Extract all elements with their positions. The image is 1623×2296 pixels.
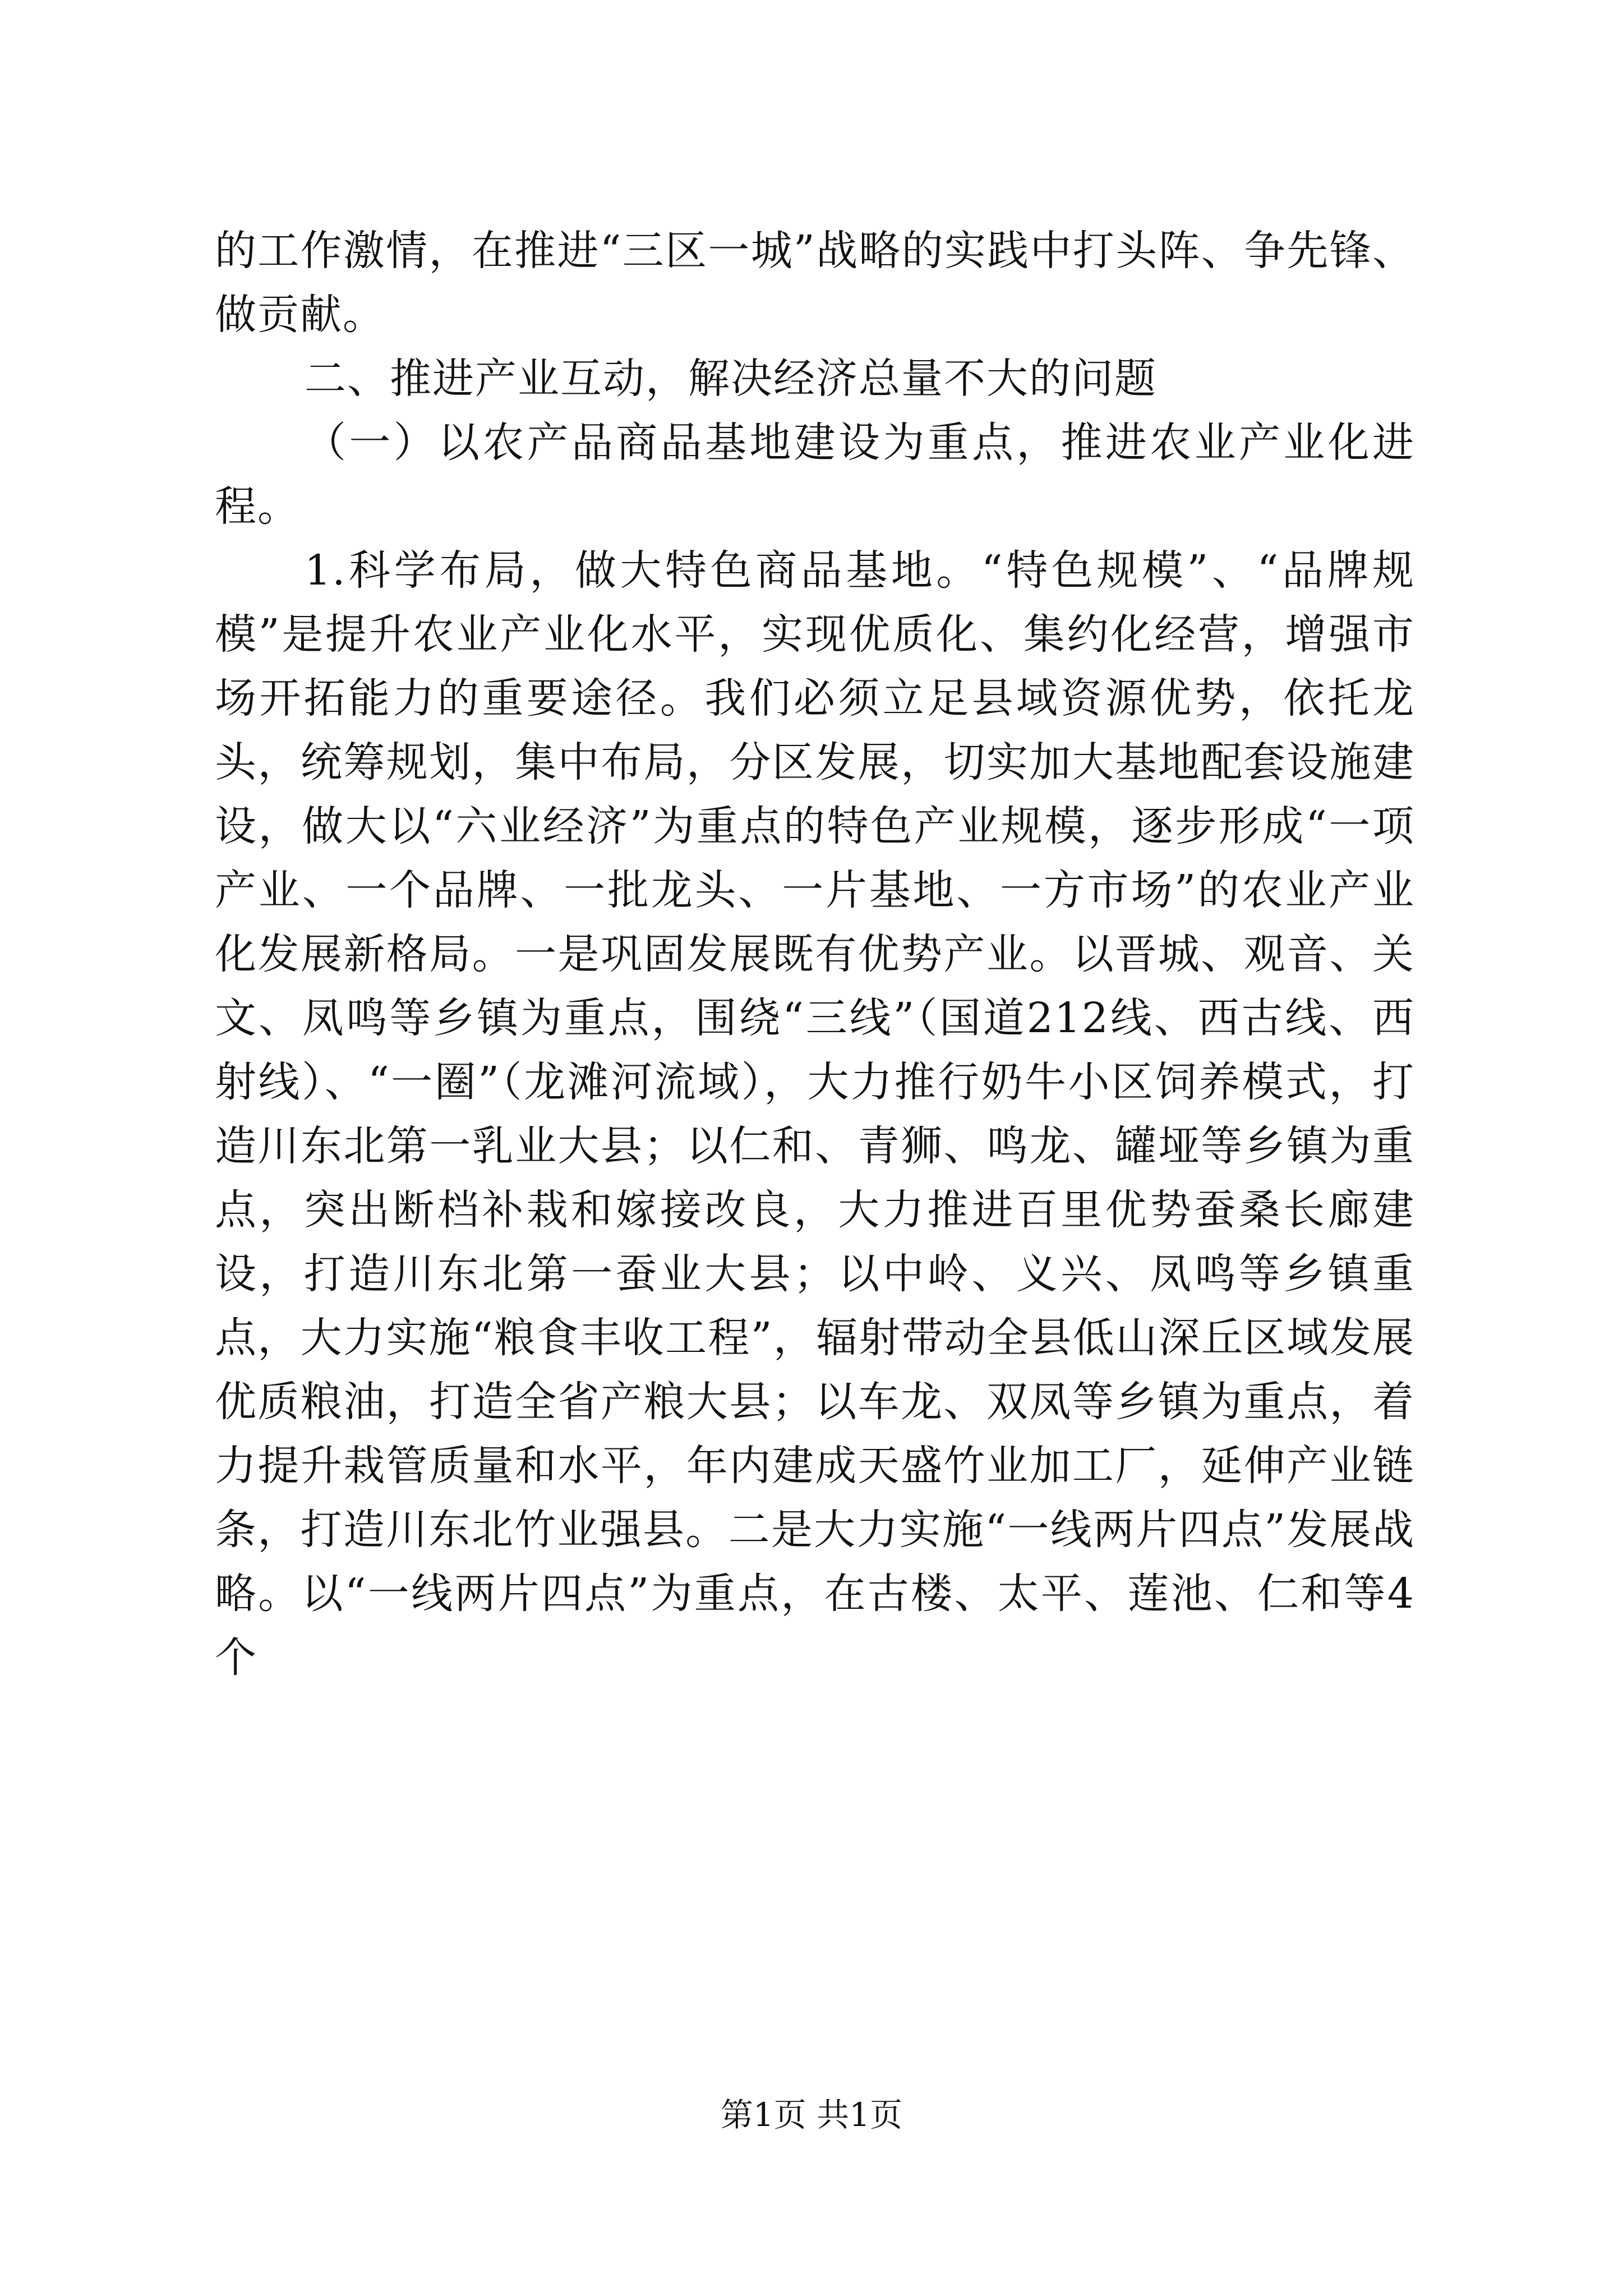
paragraph-body: 1.科学布局，做大特色商品基地。“特色规模”、“品牌规模”是提升农业产业化水平，实现优质化、集约化经营，增强市场开拓能力的重要途径。我们必须立足县域资源优势，依托龙头，统筹规划，集中布局，分区发展，切实加大基地配套设施建设，做大以“六业经济”为重点的特色产业规模，逐步形成“一项产业、一个品牌、一批龙头、一片基地、一方市场”的农业产业化发展新格局。一是巩固发展既有优势产业。以晋城、观音、关文、凤鸣等乡镇为重点，围绕“三线”（国道212线、西古线、西射线）、“一圈”（龙滩河流域），大力推行奶牛小区饲养模式，打造川东北第一乳业大县；以仁和、青狮、鸣龙、罐垭等乡镇为重点，突出断档补栽和嫁接改良，大力推进百里优势蚕桑长廊建设，打造川东北第一蚕业大县；以中岭、义兴、凤鸣等乡镇重点，大力实施“粮食丰收工程”，辐射带动全县低山深丘区域发展优质粮油，打造全省产粮大县；以车龙、双凤等乡镇为重点，着力提升栽管质量和水平，年内建成天盛竹业加工厂，延伸产业链条，打造川东北竹业强县。二是大力实施“一线两片四点”发展战略。以“一线两片四点”为重点，在古楼、太平、莲池、仁和等4个 — [215, 546, 1415, 1682]
paragraph-continuation: 的工作激情，在推进“三区一城”战略的实践中打头阵、争先锋、做贡献。 — [215, 227, 1415, 339]
subsection-heading: （一）以农产品商品基地建设为重点，推进农业产业化进程。 — [215, 418, 1415, 531]
section-heading: 二、推进产业互动，解决经济总量不大的问题 — [305, 355, 1157, 403]
page-footer: 第1页 共1页 — [720, 2096, 903, 2134]
document-body — [215, 219, 1415, 1690]
